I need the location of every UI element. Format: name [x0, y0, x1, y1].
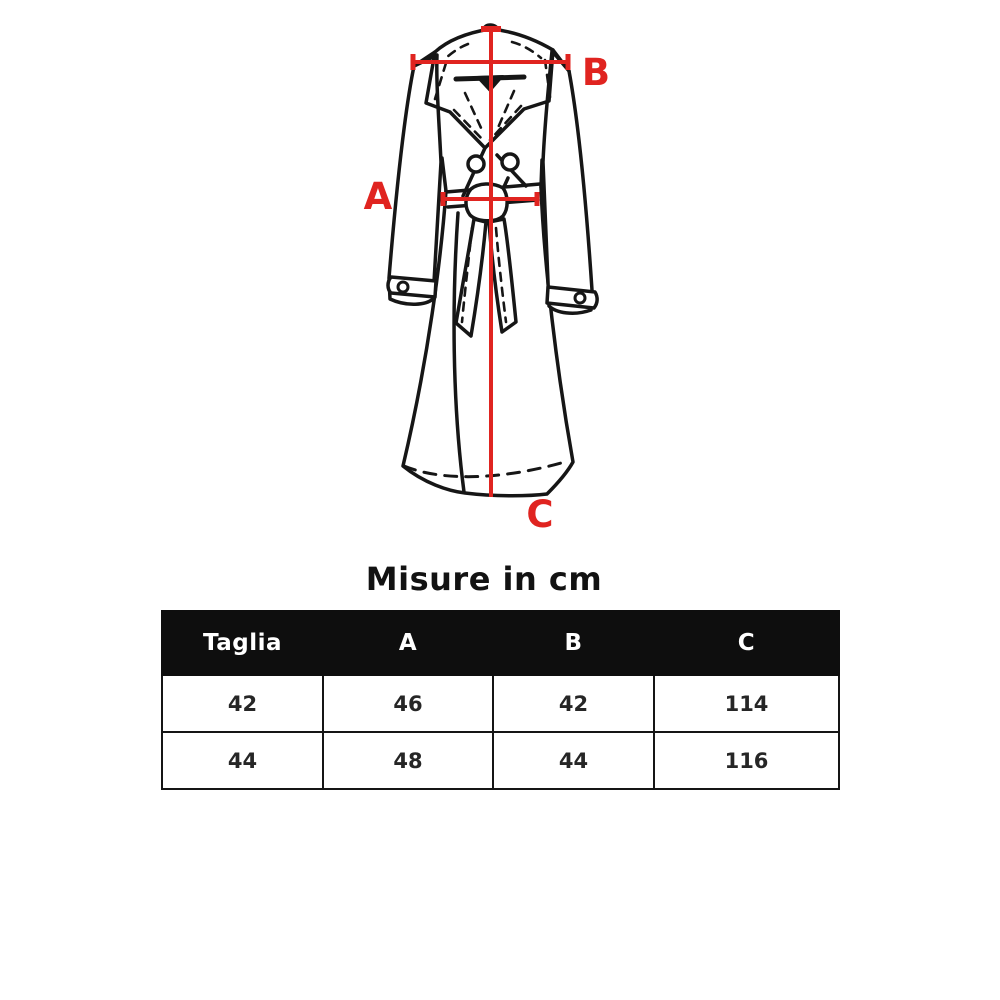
belt-tail-right: [489, 219, 516, 332]
coat-front-seam: [454, 213, 464, 492]
size-chart-title: Misure in cm: [365, 560, 603, 598]
size-chart-header-row: [162, 611, 839, 675]
header-c: C: [654, 611, 839, 675]
cell-taglia: 42: [162, 675, 323, 732]
header-taglia: Taglia: [162, 611, 323, 675]
cell-b: 44: [493, 732, 654, 789]
table-row: [162, 675, 839, 732]
measurement-label-b: B: [581, 51, 611, 94]
measurement-label-c: C: [526, 493, 554, 536]
cell-a: 48: [323, 732, 493, 789]
coat-sleeve-left: [389, 55, 441, 304]
belt-knot: [466, 184, 507, 221]
collar-right: [485, 29, 553, 148]
chest-button-left: [468, 156, 484, 172]
cuff-strap-right: [547, 287, 597, 308]
table-row: [162, 732, 839, 789]
cuff-strap-left: [388, 277, 436, 297]
measurement-label-a: A: [363, 175, 393, 218]
cell-c: 114: [654, 675, 839, 732]
header-a: A: [323, 611, 493, 675]
header-b: B: [493, 611, 654, 675]
cell-c: 116: [654, 732, 839, 789]
hem-dashed-line: [404, 461, 568, 477]
cell-a: 46: [323, 675, 493, 732]
cell-taglia: 44: [162, 732, 323, 789]
chest-button-right: [502, 154, 518, 170]
cell-b: 42: [493, 675, 654, 732]
size-chart-table: [161, 610, 840, 790]
